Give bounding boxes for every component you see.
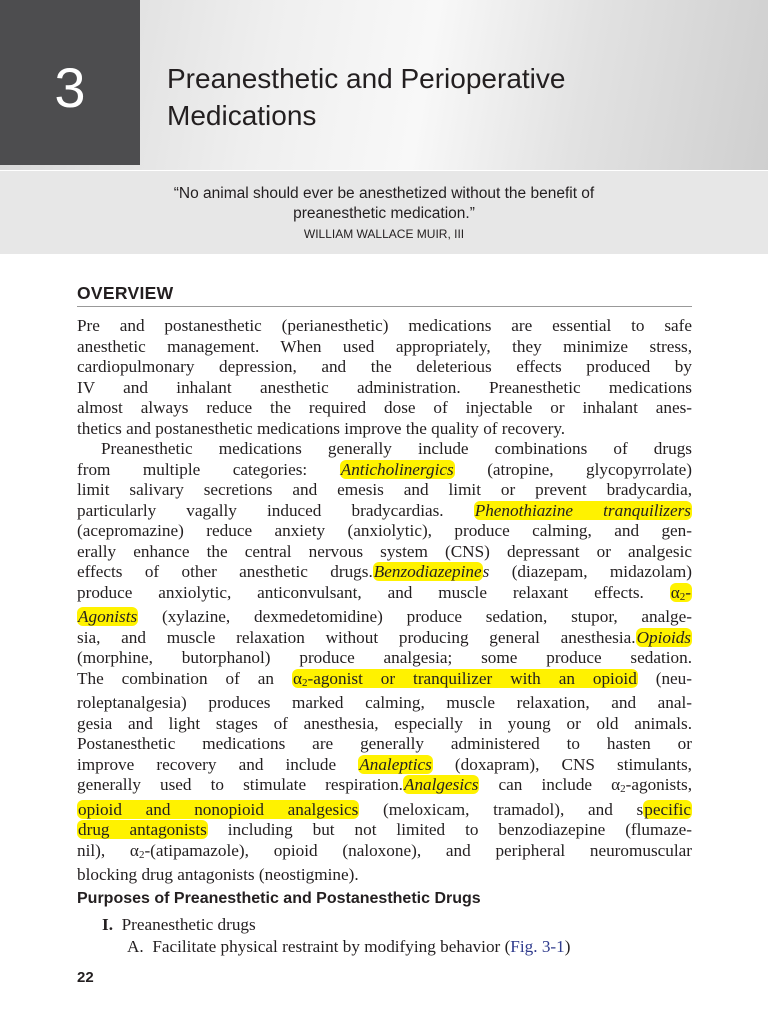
text-line: Agonists (xylazine, dexmedetomidine) produce sedation, stupor, analge-	[78, 607, 692, 626]
quote-line: preanesthetic medication.”	[293, 205, 475, 222]
text-line: cardiopulmonary depression, and the deleterious effects produced by	[77, 357, 692, 376]
text-line: particularly vagally induced bradycardias. Phenothiazine tranquilizers	[77, 500, 691, 520]
chapter-title-line: Preanesthetic and Perioperative	[167, 63, 566, 94]
text-line: nil), α2-(atipamazole), opioid (naloxone), and peripheral neuromuscular	[77, 840, 693, 861]
heading-rule	[77, 306, 692, 307]
text-line: Pre and postanesthetic (perianesthetic) medications are essential to safe	[77, 316, 692, 335]
text-line: gesia and light stages of anesthesia, especially in young or old animals.	[77, 713, 692, 733]
text-line: (morphine, butorphanol) produce analgesia; some produce sedation.	[77, 648, 692, 667]
highlight: α2-	[670, 582, 691, 603]
quote-line: “No animal should ever be anesthetized without the benefit of	[173, 185, 595, 202]
epigraph	[0, 171, 768, 254]
epigraph-attribution: WILLIAM WALLACE MUIR, III	[303, 227, 465, 241]
text-line: Preanesthetic medications generally include combinations of drugs	[101, 439, 692, 458]
text-line: (acepromazine) reduce anxiety (anxiolytic), produce calming, and gen-	[77, 521, 692, 540]
figure-link[interactable]: Fig. 3-1	[510, 937, 565, 956]
text-line: IV and inhalant anesthetic administration. Preanesthetic medications	[77, 377, 692, 397]
overview-heading: OVERVIEW	[77, 283, 174, 303]
text-line: Postanesthetic medications are generally administered to hasten or	[77, 734, 692, 753]
list-item: I. Preanesthetic drugs	[102, 915, 256, 934]
text-line: sia, and muscle relaxation without producing general anesthesia.Opioids	[77, 627, 691, 647]
highlight: Analgesics	[403, 775, 479, 794]
text-line: roleptanalgesia) produces marked calming, muscle relaxation, and anal-	[77, 693, 692, 712]
highlight: pecific	[644, 799, 691, 819]
highlight: Analeptics	[359, 754, 432, 774]
highlight: α2-agonist or tranquilizer with an opioid	[292, 668, 637, 689]
highlight: drug antagonists	[78, 820, 207, 839]
highlight: opioid and nonopioid analgesics	[78, 799, 359, 819]
list-item: A. Facilitate physical restraint by modifying behavior (Fig. 3-1)	[127, 937, 571, 956]
text-line: blocking drug antagonists (neostigmine).	[77, 865, 359, 884]
chapter-title-line: Medications	[167, 100, 317, 131]
text-line: generally used to stimulate respiration.Analgesics can include α2-agonists,	[77, 775, 692, 795]
epigraph-quote	[0, 184, 768, 224]
text-line: improve recovery and include Analeptics (doxapram), CNS stimulants,	[77, 754, 692, 774]
chapter-header	[0, 0, 768, 170]
text-line: drug antagonists including but not limited to benzodiazepine (flumaze-	[78, 820, 693, 839]
chapter-number: 3	[0, 0, 140, 165]
text-line: anesthetic management. When used appropriately, they minimize stress,	[77, 336, 692, 356]
text-line: almost always reduce the required dose of injectable or inhalant anes-	[77, 398, 692, 417]
highlight: Opioids	[636, 627, 691, 647]
text-line: The combination of an α2-agonist or tranquilizer with an opioid (neu-	[77, 668, 693, 689]
text-line: limit salivary secretions and emesis and limit or prevent bradycardia,	[77, 480, 692, 499]
highlight: Benzodiazepine	[373, 562, 482, 581]
text-line: erally enhance the central nervous system (CNS) depressant or analgesic	[77, 541, 692, 561]
page-number: 22	[77, 969, 94, 986]
text-line: opioid and nonopioid analgesics (meloxicam, tramadol), and specific	[78, 799, 691, 819]
text-line: effects of other anesthetic drugs.Benzodiazepines (diazepam, midazolam)	[77, 562, 693, 581]
text-line: produce anxiolytic, anticonvulsant, and muscle relaxant effects. α2-	[77, 582, 691, 603]
overview-body	[77, 316, 692, 886]
section-heading: Purposes of Preanesthetic and Postanesthetic Drugs	[77, 890, 481, 907]
highlight: Agonists	[78, 607, 138, 626]
highlight: Phenothiazine tranquilizers	[474, 500, 691, 520]
text-line: from multiple categories: Anticholinergics (atropine, glycopyrrolate)	[77, 459, 692, 479]
text-line: thetics and postanesthetic medications improve the quality of recovery.	[77, 418, 566, 438]
chapter-title	[167, 60, 565, 134]
highlight: Anticholinergics	[340, 459, 454, 479]
